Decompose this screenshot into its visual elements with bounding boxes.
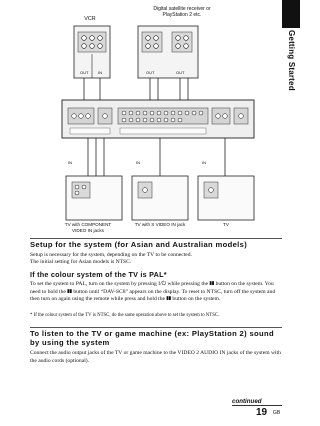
page-number-suffix: GB bbox=[273, 410, 281, 416]
system-rear-panel bbox=[62, 100, 254, 138]
continued-label: continued bbox=[232, 398, 262, 405]
tv-in-label: IN bbox=[202, 160, 206, 165]
continued-rule bbox=[232, 405, 282, 406]
side-tab-marker bbox=[282, 0, 300, 28]
section3-body: Connect the audio output jacks of the TV or game machine to the VIDEO 2 AUDIO IN jacks of the system with the audio cords (optional). bbox=[30, 350, 281, 364]
connection-diagram bbox=[60, 4, 256, 236]
section2-footnote: * If the colour system of the TV is NTSC, do the same operation above to set the system to NTSC. bbox=[30, 313, 220, 318]
section3-rule bbox=[30, 327, 282, 328]
section1-body-line1: Setup is necessary for the system, depending on the TV to be connected. bbox=[30, 252, 192, 258]
section1-heading: Setup for the system (for Asian and Australian models) bbox=[30, 240, 248, 249]
satellite-label-line1: Digital satellite receiver or bbox=[153, 6, 211, 12]
source-cables bbox=[84, 78, 188, 100]
tv-label: TV bbox=[223, 222, 229, 227]
satellite-label-line2: PlayStation 2 etc. bbox=[162, 12, 202, 18]
tv-component-in-label: IN bbox=[68, 160, 72, 165]
section1-body-line2: The initial setting for Asian models is NTSC. bbox=[30, 259, 132, 265]
tv-svideo-in-label: IN bbox=[136, 160, 140, 165]
vcr-in-label: IN bbox=[98, 70, 102, 75]
satellite-out-label-1: OUT bbox=[146, 70, 155, 75]
section3-heading: To listen to the TV or game machine (ex: PlayStation 2) sound by using the system bbox=[30, 329, 274, 347]
vcr-label: VCR bbox=[84, 16, 96, 22]
tv-component-label-line2: VIDEO IN jacks bbox=[72, 228, 104, 233]
section2-body: To set the system to PAL, turn on the system by pressing I/⏻ while pressing the ❚❚ button on the system. You need to hold the ❚❚ button until “DAV-SC8” appears on the display. To reset to NTSC, turn off the system and then turn on again using the remote while press and hold the ❚❚ button on the system. bbox=[30, 281, 276, 303]
vcr-out-label: OUT bbox=[80, 70, 89, 75]
tv-svideo-label: TV with S VIDEO IN jack bbox=[134, 222, 186, 227]
tv-device bbox=[198, 176, 254, 220]
section1-rule bbox=[30, 238, 282, 239]
tv-component-label-line1: TV with COMPONENT bbox=[64, 222, 112, 227]
output-cables bbox=[88, 138, 225, 176]
section2-heading: If the colour system of the TV is PAL* bbox=[30, 270, 167, 279]
tv-svideo-device bbox=[132, 176, 188, 220]
side-tab-label: Getting Started bbox=[287, 30, 296, 91]
tv-component-device bbox=[66, 176, 122, 220]
satellite-out-label-2: OUT bbox=[176, 70, 185, 75]
page-number: 19 bbox=[256, 407, 268, 418]
